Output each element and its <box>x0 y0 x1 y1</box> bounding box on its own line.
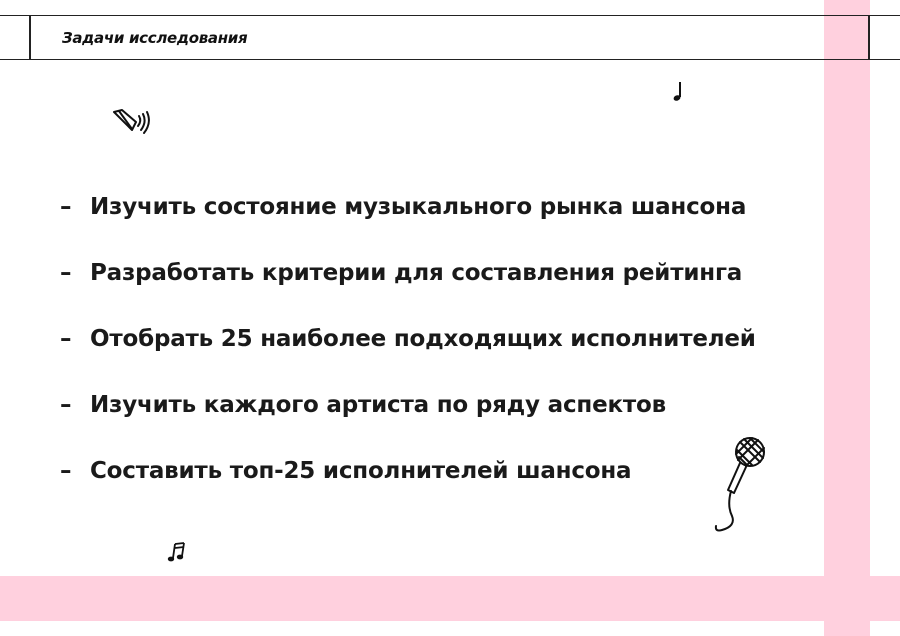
list-item <box>60 240 756 306</box>
header-right-divider <box>868 15 870 60</box>
pink-vertical-band <box>824 0 870 636</box>
list-item <box>60 174 756 240</box>
page-title: Задачи исследования <box>62 29 248 47</box>
list-dash: – <box>60 260 72 286</box>
task-text: Составить топ-25 исполнителей шансона <box>90 458 632 484</box>
task-text: Разработать критерии для составления рейтинга <box>90 260 743 286</box>
list-dash: – <box>60 194 72 220</box>
quarter-note-icon <box>670 80 686 104</box>
list-dash: – <box>60 326 72 352</box>
beamed-notes-icon <box>166 540 188 564</box>
list-item <box>60 372 756 438</box>
list-item <box>60 438 756 504</box>
list-dash: – <box>60 458 72 484</box>
speaker-icon <box>110 102 154 136</box>
list-item <box>60 306 756 372</box>
task-list <box>60 174 756 504</box>
task-text: Изучить каждого артиста по ряду аспектов <box>90 392 666 418</box>
header-left-divider <box>29 15 31 60</box>
task-text: Изучить состояние музыкального рынка шансона <box>90 194 747 220</box>
task-text: Отобрать 25 наиболее подходящих исполнителей <box>90 326 756 352</box>
pink-horizontal-band <box>0 576 900 621</box>
list-dash: – <box>60 392 72 418</box>
